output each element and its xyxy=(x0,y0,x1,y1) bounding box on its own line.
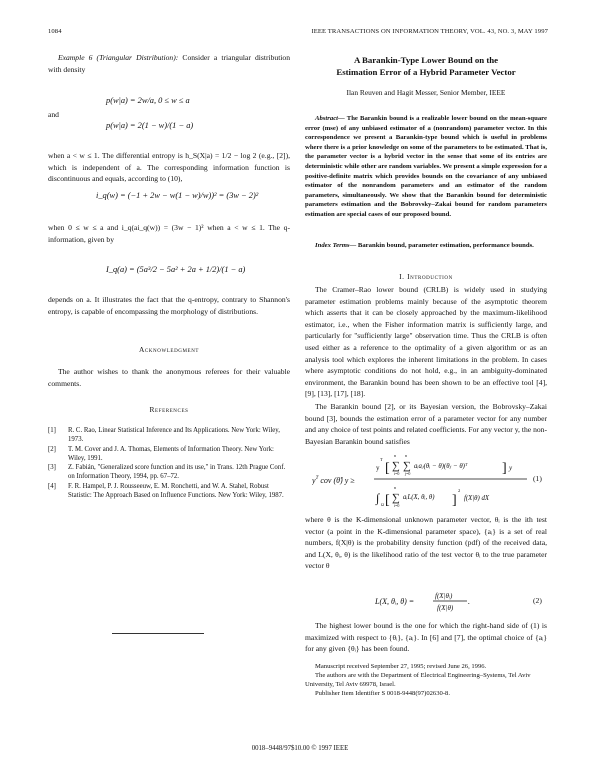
svg-text:aᵢaⱼ(θᵢ − θ)(θⱼ − θ)ᵀ: aᵢaⱼ(θᵢ − θ)(θⱼ − θ)ᵀ xyxy=(414,463,468,470)
svg-text:aᵢL(X, θᵢ, θ): aᵢL(X, θᵢ, θ) xyxy=(403,494,435,501)
reference-item: [1] R. C. Rao, Linear Statistical Inference and Its Applications. New York: Wiley, 1973. xyxy=(48,427,280,444)
svg-text:∫: ∫ xyxy=(376,491,380,505)
equation-barankin-bound xyxy=(312,450,540,508)
svg-text:Ω: Ω xyxy=(381,502,384,507)
svg-text:j=0: j=0 xyxy=(405,471,411,476)
example-text: Consider a triangular distribution with density xyxy=(48,53,291,74)
paper-title: A Barankin-Type Lower Bound on the Estimation Error of a Hybrid Parameter Vector xyxy=(336,55,516,77)
svg-text:n: n xyxy=(394,485,396,490)
equation-q-information: I_q(a) = (5a³/2 − 5a² + 2a + 1/2)/(1 − a) xyxy=(106,265,246,274)
example-title: Example 6 (Triangular Distribution): xyxy=(58,53,179,62)
paragraph-entropy: when a < w ≤ 1. The differential entropy is h_S(X|a) = 1/2 − log 2 (e.g., [2]), which is independent of a. The corresponding information function is discontinuous and equals, according to (10), xyxy=(48,151,290,184)
and-word: and xyxy=(48,110,59,119)
svg-text:f(X|θ) dX: f(X|θ) dX xyxy=(464,495,490,502)
reference-item: [3] Z. Fabián, "Generalized score function and its use," in Trans. 12th Prague Conf. on Information Theory, 1994, pp. 67–72. xyxy=(48,464,286,481)
svg-text:y: y xyxy=(509,464,513,472)
page-number: 1084 xyxy=(48,28,62,35)
introduction-heading: I. Introduction xyxy=(399,272,453,281)
index-terms-text: Barankin bound, parameter estimation, performance bounds. xyxy=(356,242,534,249)
svg-text:f(X|θ): f(X|θ) xyxy=(437,604,454,612)
acknowledgment-heading: Acknowledgment xyxy=(138,345,200,354)
paragraph-definitions: where θ is the K-dimensional unknown parameter vector, θᵢ is the ith test vector (a point in the K-dimensional parameter space), {aᵢ} is a set of real numbers, f(X|θ) is the probability density function (pdf) of the received data, and L(X, θᵢ, θ) is the likelihood ratio of the test vector θᵢ to the true parameter vector θ xyxy=(305,515,547,571)
equation-density-2: p(w|a) = 2(1 − w)/(1 − a) xyxy=(106,121,194,130)
reference-item: [2] T. M. Cover and J. A. Thomas, Elements of Information Theory. New York: Wiley, 1991. xyxy=(48,445,274,462)
svg-text:∑: ∑ xyxy=(392,492,400,504)
svg-text:f(X|θᵢ): f(X|θᵢ) xyxy=(435,592,453,600)
equation-1-number: (1) xyxy=(533,474,542,483)
abstract-text: The Barankin bound is a realizable lower bound on the mean-square error (mse) of any unbiased estimator of a (nonrandom) parameter vector. In this correspondence we present a Barankin-type bound which is useful in problems where there is a prior knowledge on some of the parameters to be estimated. That is, the parameter vector is a hybrid vector in the sense that some of its entries are deterministic while other are random variables. We present a simple expression for a positive-definite matrix which provides bounds on the covariance of any unbiased estimator of the nonrandom parameters and an estimator of the random parameters, simultaneously. We show that the Barankin bound for deterministic parameters estimation and the Bobrovsky–Zakai bound for random parameters estimation are special cases of our proposed bound. xyxy=(305,115,547,218)
references-list xyxy=(48,426,290,500)
paragraph-q-information: when 0 ≤ w ≤ a and i_q(ai_q(w)) = (3w − 1)² when a < w ≤ 1. The q-information, given by xyxy=(48,223,290,244)
svg-text:T: T xyxy=(380,457,383,462)
example-paragraph xyxy=(48,52,290,75)
equation-2-number: (2) xyxy=(533,596,542,605)
footnote-identifier: Publisher Item Identifier S 0018-9448(97)02630-8. xyxy=(315,690,450,697)
running-header: IEEE TRANSACTIONS ON INFORMATION THEORY, VOL. 43, NO. 3, MAY 1997 xyxy=(311,28,548,35)
references-heading: References xyxy=(149,405,189,414)
footnote-affiliation: The authors are with the Department of Electrical Engineering–Systems, Tel Aviv University, Tel Aviv 69978, Israel. xyxy=(305,672,531,688)
svg-text:n: n xyxy=(405,453,407,458)
svg-text:]: ] xyxy=(452,493,457,508)
acknowledgment-text: The author wishes to thank the anonymous referees for their valuable comments. xyxy=(48,367,290,388)
introduction-paragraph-1: The Cramer–Rao lower bound (CRLB) is widely used in studying parameter estimation problems mainly because of the asymptotic theorem which asserts that it can be closely approached by the maximum-likelihood estimator, i.e., when the Fisher information matrix is sufficiently large, and particularly for "sufficiently large" observation time. Thus the CRLB is often used either as a reference to the optimality of a given algorithm or as an analysis tool which explores the inherent limitations in the problem. In cases where asymptotic conditions do not hold, e.g., in an ambiguity-dominated environment, the Barankin bound has been shown to be an effective tool [4], [9], [13], [17], [18]. xyxy=(305,285,547,399)
paragraph-highest-bound: The highest lower bound is the one for which the right-hand side of (1) is maximized with respect to {θᵢ}, {aᵢ}. In [6] and [7], the optimal choice of {aᵢ} for any given {θᵢ} has been found. xyxy=(305,621,547,654)
footnotes xyxy=(305,662,547,698)
column-end-rule xyxy=(112,633,204,634)
svg-text:L(X, θᵢ, θ) =: L(X, θᵢ, θ) = xyxy=(375,597,415,606)
svg-text:∑: ∑ xyxy=(403,460,411,472)
index-terms-label: Index Terms— xyxy=(315,242,357,249)
svg-text:[: [ xyxy=(385,461,390,476)
svg-text:2: 2 xyxy=(458,488,461,493)
svg-text:i=0: i=0 xyxy=(394,503,400,508)
paragraph-conclusion: depends on a. It illustrates the fact that the q-entropy, contrary to Shannon's entropy, is capable of encompassing the morphology of distributions. xyxy=(48,295,290,316)
svg-text:[: [ xyxy=(385,493,390,508)
introduction-paragraph-2: The Barankin bound [2], or its Bayesian version, the Bobrovsky–Zakai bound [3], bounds the estimation error of a parameter vector for any number and any choice of test points and related coefficients. For any vector y, the non-Bayesian Barankin bound satisfies xyxy=(305,402,547,446)
svg-text:.: . xyxy=(468,597,470,606)
index-terms xyxy=(305,241,547,251)
equation-density-1: p(w|a) = 2w/a, 0 ≤ w ≤ a xyxy=(106,96,190,105)
paper-authors: Ilan Reuven and Hagit Messer, Senior Member, IEEE xyxy=(346,88,506,97)
copyright-footer: 0018–9448/97$10.00 © 1997 IEEE xyxy=(251,745,349,752)
svg-text:∑: ∑ xyxy=(392,460,400,472)
abstract xyxy=(305,114,547,220)
reference-item: [4] F. R. Hampel, P. J. Rousseeuw, E. M. Ronchetti, and W. A. Stahel, Robust Statistic: The Approach Based on Influence Functions. New York: Wiley, 1987. xyxy=(48,482,284,500)
equation-information-function: i_q(w) = (−1 + 2w − w(1 − w)/w))² = (3w − 2)² xyxy=(96,191,259,200)
footnote-received: Manuscript received September 27, 1995; revised June 26, 1996. xyxy=(315,663,487,670)
equation-likelihood-ratio xyxy=(375,588,485,614)
svg-text:]: ] xyxy=(502,461,507,476)
svg-text:i=0: i=0 xyxy=(394,471,400,476)
svg-text:y: y xyxy=(376,464,380,472)
svg-text:yT cov (θ̂) y ≥: $y^T$ cov (θ̂) y ≥ xyxy=(312,476,355,485)
svg-text:n: n xyxy=(394,453,396,458)
abstract-label: Abstract— xyxy=(315,115,345,122)
